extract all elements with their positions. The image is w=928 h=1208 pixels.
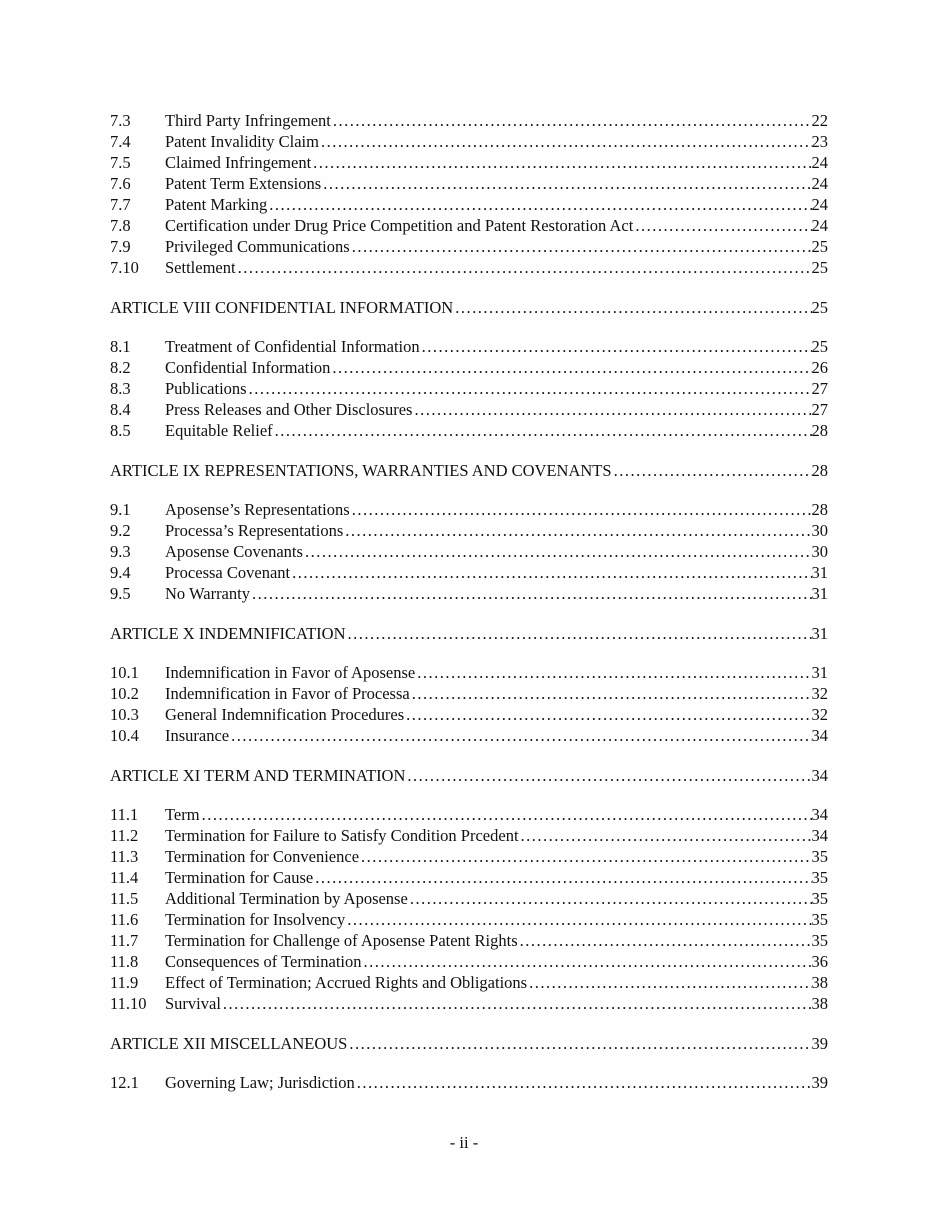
toc-entry-row bbox=[110, 583, 828, 604]
dot-leader bbox=[521, 825, 812, 846]
page-number: 32 bbox=[811, 684, 828, 703]
toc-items bbox=[110, 804, 828, 1014]
section-title: No Warranty bbox=[165, 584, 250, 603]
section-title: Termination for Insolvency bbox=[165, 910, 346, 929]
dot-leader bbox=[635, 215, 811, 236]
dot-leader bbox=[410, 888, 812, 909]
page-number: 30 bbox=[811, 521, 828, 540]
dot-leader bbox=[406, 704, 811, 725]
page-number: 36 bbox=[811, 952, 828, 971]
page-number: 35 bbox=[811, 847, 828, 866]
section-title: Aposense Covenants bbox=[165, 542, 303, 561]
article-heading-label: ARTICLE VIII CONFIDENTIAL INFORMATION bbox=[110, 298, 454, 317]
section-number: 7.3 bbox=[110, 111, 131, 130]
dot-leader bbox=[345, 520, 811, 541]
section-number: 11.5 bbox=[110, 889, 139, 908]
dot-leader bbox=[520, 930, 812, 951]
section-number: 8.1 bbox=[110, 337, 131, 356]
dot-leader bbox=[348, 623, 812, 644]
page-number: 35 bbox=[811, 889, 828, 908]
page-number: 35 bbox=[811, 868, 828, 887]
dot-leader bbox=[352, 499, 812, 520]
page-number: 26 bbox=[811, 358, 828, 377]
dot-leader bbox=[364, 951, 812, 972]
section-number: 10.4 bbox=[110, 726, 139, 745]
section-title: Term bbox=[165, 805, 200, 824]
page-number: 31 bbox=[811, 663, 828, 682]
section-number: 7.4 bbox=[110, 132, 131, 151]
dot-leader bbox=[202, 804, 812, 825]
page-number: 24 bbox=[811, 153, 828, 172]
toc-entry-row bbox=[110, 541, 828, 562]
toc-entry-row bbox=[110, 725, 828, 746]
section-title: Governing Law; Jurisdiction bbox=[165, 1073, 355, 1092]
dot-leader bbox=[614, 460, 812, 481]
article-heading-label: ARTICLE X INDEMNIFICATION bbox=[110, 624, 346, 643]
toc-entry-row bbox=[110, 152, 828, 173]
dot-leader bbox=[332, 357, 811, 378]
section-number: 8.2 bbox=[110, 358, 131, 377]
toc-entry-row bbox=[110, 993, 828, 1014]
page-number: 34 bbox=[811, 766, 828, 785]
article-heading-label: ARTICLE XII MISCELLANEOUS bbox=[110, 1034, 348, 1053]
dot-leader bbox=[275, 420, 812, 441]
page-number: 27 bbox=[811, 379, 828, 398]
toc-items bbox=[110, 110, 828, 278]
toc-group bbox=[110, 1033, 828, 1093]
toc-group bbox=[110, 623, 828, 746]
page-number: 31 bbox=[811, 624, 828, 643]
toc-group bbox=[110, 110, 828, 278]
toc-entry-row bbox=[110, 909, 828, 930]
toc-entry-row bbox=[110, 930, 828, 951]
dot-leader bbox=[347, 909, 811, 930]
dot-leader bbox=[231, 725, 811, 746]
toc-items bbox=[110, 336, 828, 441]
toc-items bbox=[110, 499, 828, 604]
section-number: 11.4 bbox=[110, 868, 139, 887]
toc-article-heading-row bbox=[110, 765, 828, 786]
page-number: 38 bbox=[811, 973, 828, 992]
section-number: 8.3 bbox=[110, 379, 131, 398]
dot-leader bbox=[455, 297, 811, 318]
section-title: Indemnification in Favor of Processa bbox=[165, 684, 410, 703]
dot-leader bbox=[349, 1033, 811, 1054]
toc-entry-row bbox=[110, 110, 828, 131]
toc-entry-row bbox=[110, 357, 828, 378]
section-number: 11.2 bbox=[110, 826, 139, 845]
dot-leader bbox=[305, 541, 812, 562]
section-title: Equitable Relief bbox=[165, 421, 273, 440]
toc-items bbox=[110, 662, 828, 746]
toc-entry-row bbox=[110, 683, 828, 704]
page-number: 34 bbox=[811, 726, 828, 745]
toc-entry-row bbox=[110, 867, 828, 888]
toc-entry-row bbox=[110, 704, 828, 725]
section-title: Settlement bbox=[165, 258, 236, 277]
dot-leader bbox=[412, 683, 812, 704]
section-title: Confidential Information bbox=[165, 358, 331, 377]
section-title: Processa Covenant bbox=[165, 563, 291, 582]
section-title: Publications bbox=[165, 379, 247, 398]
section-number: 9.2 bbox=[110, 521, 131, 540]
dot-leader bbox=[407, 765, 811, 786]
toc-entry-row bbox=[110, 562, 828, 583]
page-footer: - ii - bbox=[449, 1133, 479, 1152]
section-title: Aposense’s Representations bbox=[165, 500, 350, 519]
page-number: 28 bbox=[811, 500, 828, 519]
section-title: Processa’s Representations bbox=[165, 521, 344, 540]
dot-leader bbox=[313, 152, 811, 173]
dot-leader bbox=[414, 399, 811, 420]
page-number: 25 bbox=[811, 237, 828, 256]
toc-entry-row bbox=[110, 951, 828, 972]
toc-entry-row bbox=[110, 420, 828, 441]
section-title: Claimed Infringement bbox=[165, 153, 312, 172]
page-number: 28 bbox=[811, 461, 828, 480]
table-of-contents bbox=[110, 110, 828, 1093]
section-number: 9.5 bbox=[110, 584, 131, 603]
page-number: 24 bbox=[811, 195, 828, 214]
page-number: 24 bbox=[811, 174, 828, 193]
toc-article-heading-row bbox=[110, 1033, 828, 1054]
dot-leader bbox=[529, 972, 811, 993]
section-title: Indemnification in Favor of Aposense bbox=[165, 663, 416, 682]
dot-leader bbox=[323, 173, 811, 194]
dot-leader bbox=[292, 562, 811, 583]
toc-group bbox=[110, 765, 828, 1014]
toc-entry-row bbox=[110, 336, 828, 357]
section-title: Patent Term Extensions bbox=[165, 174, 322, 193]
dot-leader bbox=[252, 583, 812, 604]
toc-entry-row bbox=[110, 972, 828, 993]
section-number: 11.9 bbox=[110, 973, 139, 992]
page-number: 35 bbox=[811, 931, 828, 950]
toc-entry-row bbox=[110, 499, 828, 520]
toc-group bbox=[110, 460, 828, 604]
section-title: Consequences of Termination bbox=[165, 952, 362, 971]
section-title: Patent Marking bbox=[165, 195, 268, 214]
section-title: Press Releases and Other Disclosures bbox=[165, 400, 413, 419]
section-title: Treatment of Confidential Information bbox=[165, 337, 420, 356]
dot-leader bbox=[315, 867, 811, 888]
section-title: Termination for Convenience bbox=[165, 847, 360, 866]
page-number: 22 bbox=[811, 111, 828, 130]
section-title: Effect of Termination; Accrued Rights and Obligations bbox=[165, 973, 528, 992]
page-number: 34 bbox=[811, 826, 828, 845]
toc-entry-row bbox=[110, 804, 828, 825]
page-number: 28 bbox=[811, 421, 828, 440]
page-number: 31 bbox=[811, 563, 828, 582]
section-title: Survival bbox=[165, 994, 221, 1013]
page-number: 39 bbox=[811, 1073, 828, 1092]
toc-article-heading-row bbox=[110, 623, 828, 644]
dot-leader bbox=[321, 131, 812, 152]
toc-entry-row bbox=[110, 846, 828, 867]
toc-entry-row bbox=[110, 378, 828, 399]
dot-leader bbox=[223, 993, 812, 1014]
toc-entry-row bbox=[110, 257, 828, 278]
page-number: 30 bbox=[811, 542, 828, 561]
dot-leader bbox=[417, 662, 811, 683]
toc-entry-row bbox=[110, 194, 828, 215]
section-number: 7.7 bbox=[110, 195, 131, 214]
section-number: 7.8 bbox=[110, 216, 131, 235]
dot-leader bbox=[422, 336, 812, 357]
section-number: 10.1 bbox=[110, 663, 139, 682]
section-title: Third Party Infringement bbox=[165, 111, 331, 130]
toc-entry-row bbox=[110, 215, 828, 236]
page-number: 38 bbox=[811, 994, 828, 1013]
dot-leader bbox=[238, 257, 812, 278]
section-number: 7.10 bbox=[110, 258, 139, 277]
section-number: 11.6 bbox=[110, 910, 139, 929]
section-title: Termination for Cause bbox=[165, 868, 314, 887]
dot-leader bbox=[333, 110, 812, 131]
dot-leader bbox=[357, 1072, 812, 1093]
section-title: Privileged Communications bbox=[165, 237, 350, 256]
toc-entry-row bbox=[110, 1072, 828, 1093]
section-number: 7.5 bbox=[110, 153, 131, 172]
section-title: General Indemnification Procedures bbox=[165, 705, 405, 724]
toc-entry-row bbox=[110, 825, 828, 846]
section-number: 7.6 bbox=[110, 174, 131, 193]
section-title: Insurance bbox=[165, 726, 230, 745]
section-title: Termination for Challenge of Aposense Patent Rights bbox=[165, 931, 518, 950]
page-number: 25 bbox=[811, 337, 828, 356]
article-heading-label: ARTICLE IX REPRESENTATIONS, WARRANTIES AND COVENANTS bbox=[110, 461, 612, 480]
section-number: 10.2 bbox=[110, 684, 139, 703]
toc-items bbox=[110, 1072, 828, 1093]
section-number: 11.7 bbox=[110, 931, 139, 950]
page-number: 27 bbox=[811, 400, 828, 419]
page-number: 39 bbox=[811, 1034, 828, 1053]
dot-leader bbox=[361, 846, 811, 867]
page-number: 35 bbox=[811, 910, 828, 929]
page-number: 32 bbox=[811, 705, 828, 724]
toc-entry-row bbox=[110, 236, 828, 257]
section-number: 11.3 bbox=[110, 847, 139, 866]
page-number: 25 bbox=[811, 298, 828, 317]
section-title: Patent Invalidity Claim bbox=[165, 132, 319, 151]
toc-group bbox=[110, 297, 828, 441]
page-number: 34 bbox=[811, 805, 828, 824]
section-number: 11.8 bbox=[110, 952, 139, 971]
dot-leader bbox=[352, 236, 812, 257]
dot-leader bbox=[249, 378, 812, 399]
page-number: 31 bbox=[811, 584, 828, 603]
toc-article-heading-row bbox=[110, 297, 828, 318]
section-number: 9.4 bbox=[110, 563, 131, 582]
section-number: 10.3 bbox=[110, 705, 139, 724]
toc-article-heading-row bbox=[110, 460, 828, 481]
page-number: 23 bbox=[811, 132, 828, 151]
section-number: 7.9 bbox=[110, 237, 131, 256]
toc-entry-row bbox=[110, 131, 828, 152]
page-number: 25 bbox=[811, 258, 828, 277]
section-number: 12.1 bbox=[110, 1073, 139, 1092]
section-number: 9.1 bbox=[110, 500, 131, 519]
section-title: Additional Termination by Aposense bbox=[165, 889, 408, 908]
toc-entry-row bbox=[110, 173, 828, 194]
toc-entry-row bbox=[110, 520, 828, 541]
section-title: Termination for Failure to Satisfy Condition Prcedent bbox=[165, 826, 519, 845]
toc-entry-row bbox=[110, 399, 828, 420]
section-number: 8.4 bbox=[110, 400, 131, 419]
section-number: 9.3 bbox=[110, 542, 131, 561]
toc-entry-row bbox=[110, 662, 828, 683]
toc-entry-row bbox=[110, 888, 828, 909]
section-number: 11.1 bbox=[110, 805, 139, 824]
section-title: Certification under Drug Price Competition and Patent Restoration Act bbox=[165, 216, 634, 235]
section-number: 11.10 bbox=[110, 994, 147, 1013]
section-number: 8.5 bbox=[110, 421, 131, 440]
dot-leader bbox=[269, 194, 811, 215]
article-heading-label: ARTICLE XI TERM AND TERMINATION bbox=[110, 766, 406, 785]
page-number: 24 bbox=[811, 216, 828, 235]
